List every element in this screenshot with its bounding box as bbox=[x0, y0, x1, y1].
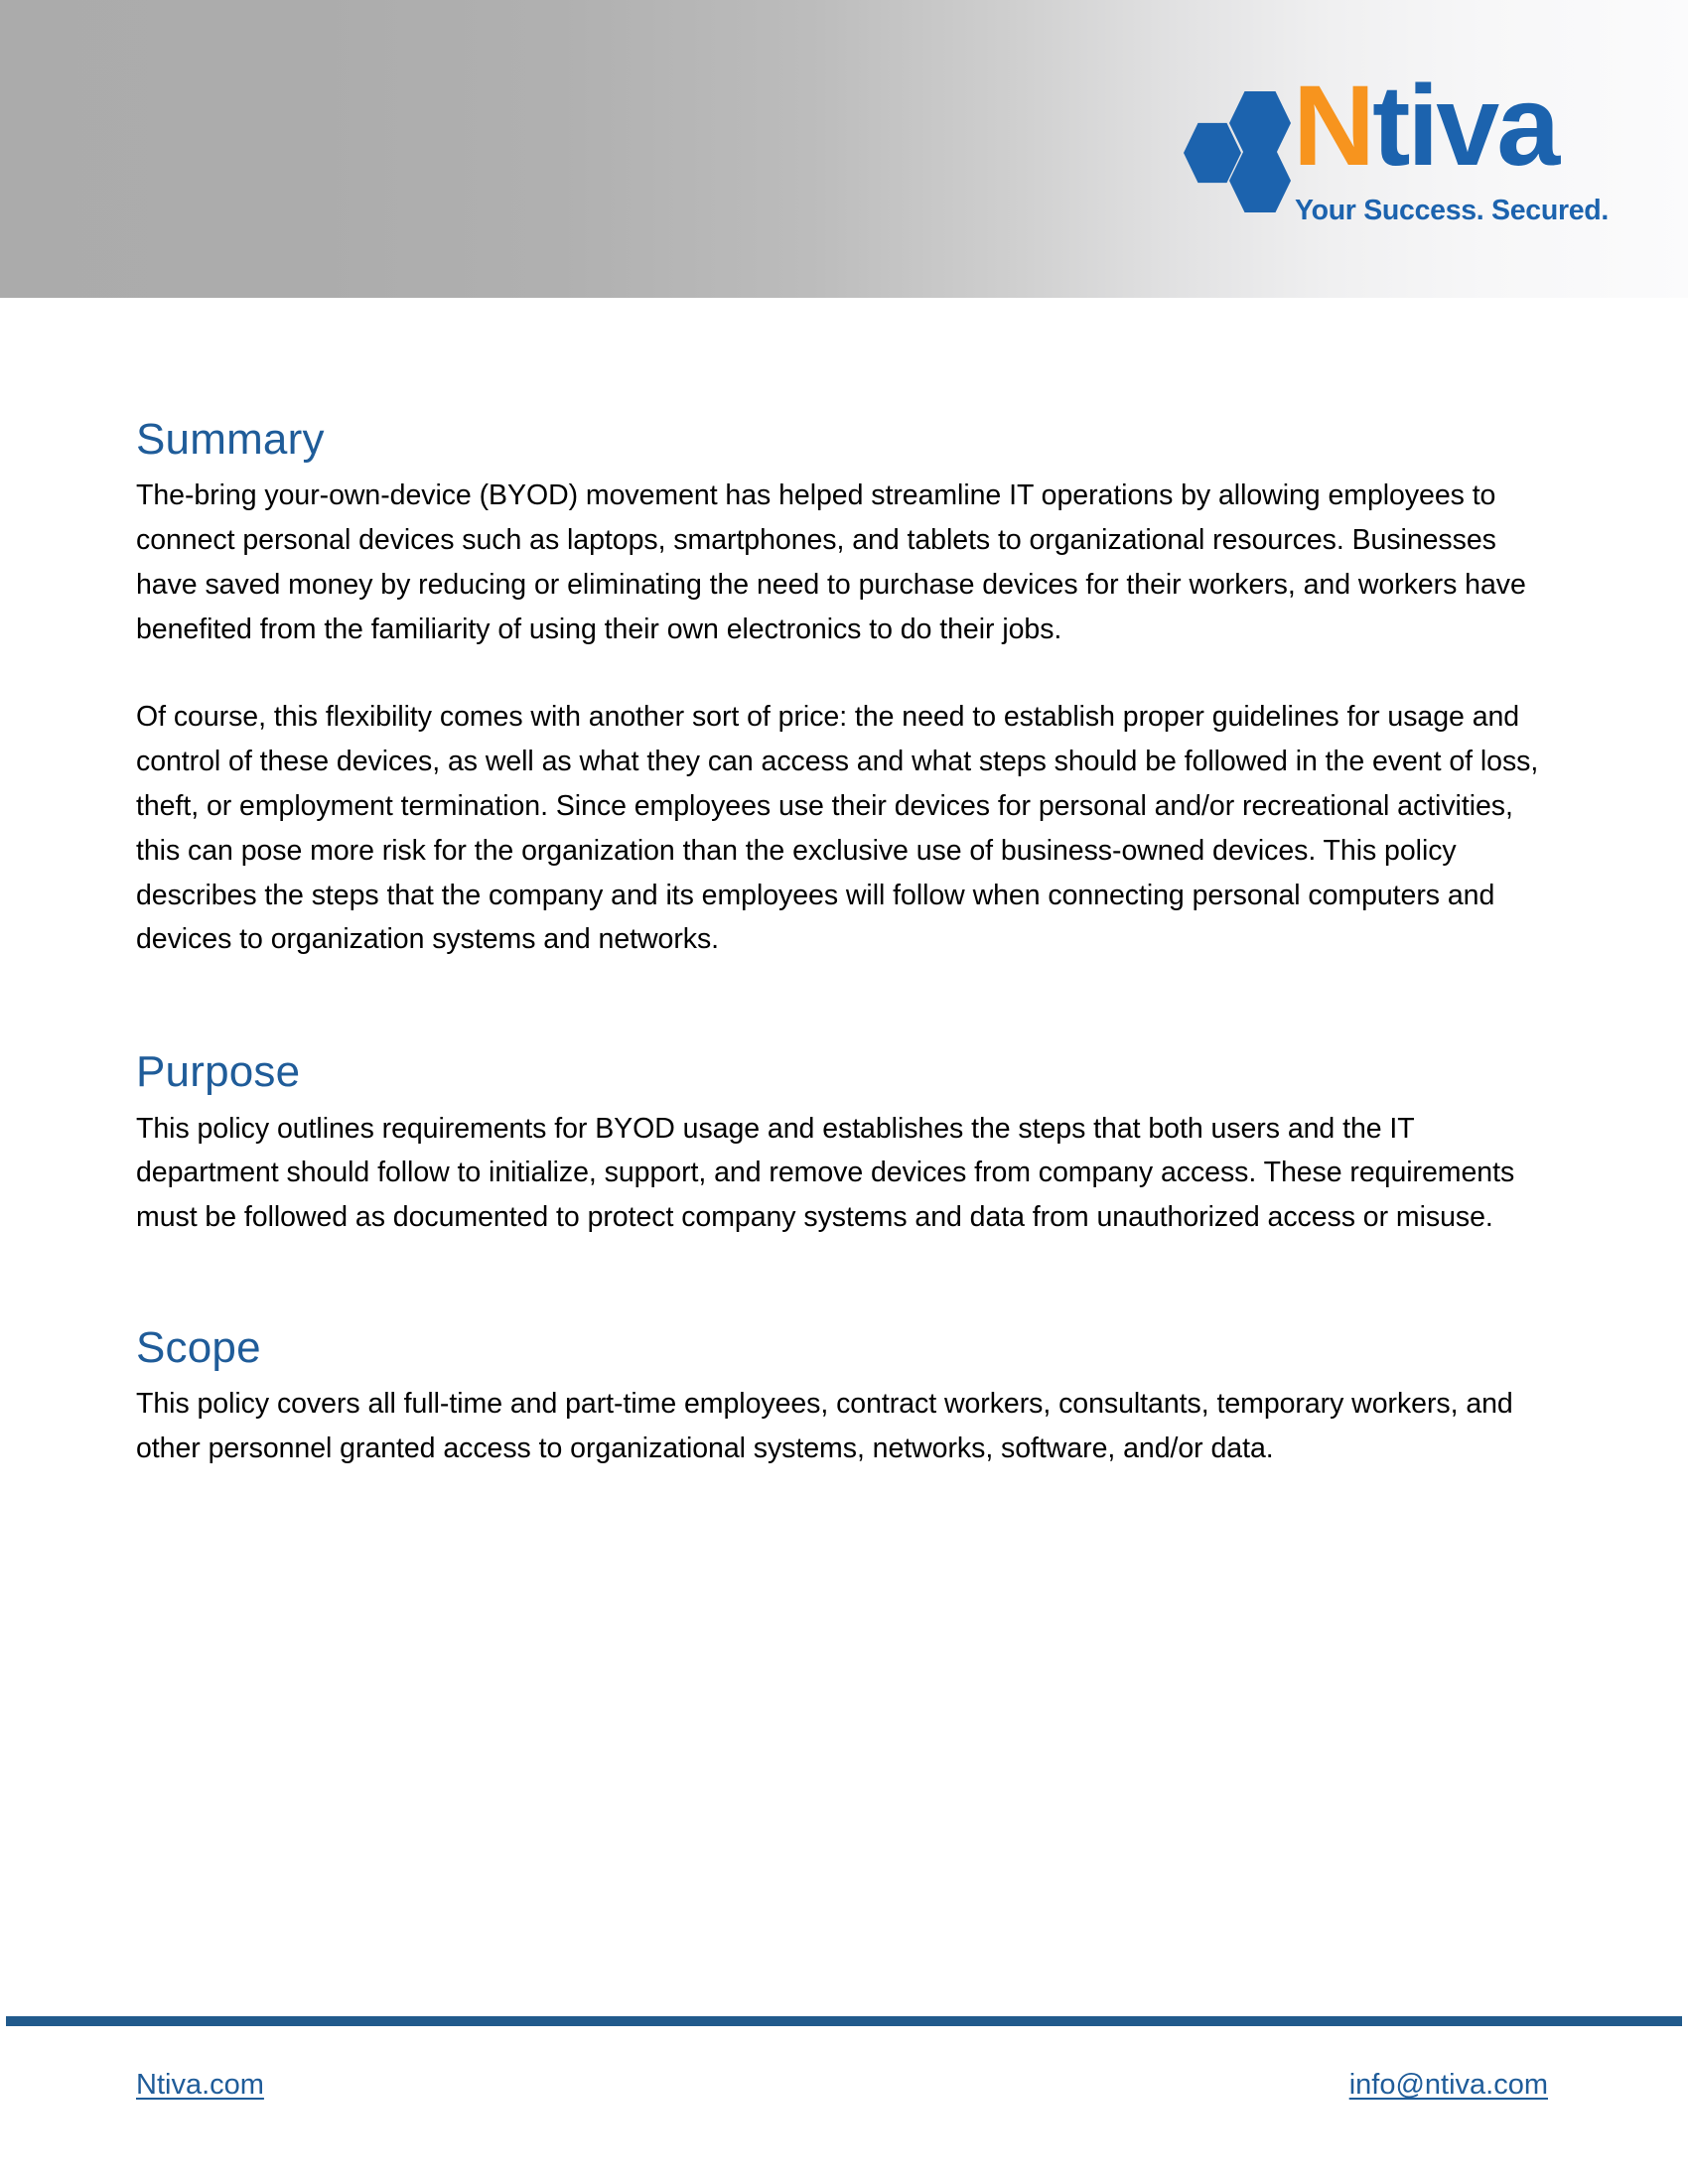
section-spacer bbox=[136, 962, 1556, 1047]
heading-summary: Summary bbox=[136, 415, 325, 464]
footer bbox=[136, 2069, 1548, 2102]
footer-divider bbox=[6, 2016, 1682, 2026]
footer-email-link[interactable]: info@ntiva.com bbox=[1348, 2069, 1548, 2101]
logo-tagline: Your Success. Secured. bbox=[1295, 195, 1610, 226]
logo-letters-tiva: tiva bbox=[1372, 63, 1558, 190]
logo-letter-n: N bbox=[1293, 63, 1373, 190]
document-body bbox=[136, 415, 1556, 1471]
summary-paragraph-1: The-bring your-own-device (BYOD) movement has helped streamline IT operations by allowing employees to connect personal devices such as laptops, smartphones, and tablets to organizational resources. Businesses have saved money by reducing or eliminating the need to purchase devices for their workers, and workers have benefited from the familiarity of using their own electronics to do their jobs. bbox=[136, 479, 1526, 645]
heading-purpose: Purpose bbox=[136, 1047, 301, 1097]
section-spacer bbox=[136, 1240, 1556, 1323]
footer-website-link[interactable]: Ntiva.com bbox=[136, 2069, 264, 2101]
summary-paragraph-2: Of course, this flexibility comes with another sort of price: the need to establish proper guidelines for usage and control of these devices, as well as what they can access and what steps should be followed in the event of loss, theft, or employment termination. Since employees use their devices for personal and/or recreational activities, this can pose more risk for the organization than the exclusive use of business-owned devices. This policy describes the steps that the company and its employees will follow when connecting personal computers and devices to organization systems and networks. bbox=[136, 701, 1539, 956]
section-scope bbox=[136, 1323, 1556, 1471]
section-summary bbox=[136, 415, 1556, 962]
section-purpose bbox=[136, 1047, 1556, 1240]
scope-paragraph-1: This policy covers all full-time and part-time employees, contract workers, consultants, temporary workers, and other personnel granted access to organizational systems, networks, software, and/or data. bbox=[136, 1388, 1513, 1464]
heading-scope: Scope bbox=[136, 1322, 261, 1372]
purpose-paragraph-1: This policy outlines requirements for BYOD usage and establishes the steps that both users and the IT department should follow to initialize, support, and remove devices from company access. These requirements must be followed as documented to protect company systems and data from unauthorized access or misuse. bbox=[136, 1112, 1515, 1234]
paragraph-spacer bbox=[136, 651, 1556, 695]
ntiva-logo bbox=[1184, 63, 1611, 231]
hexagon-cluster-icon bbox=[1184, 87, 1303, 192]
logo-wordmark bbox=[1293, 63, 1558, 190]
hexagon-top-right-icon bbox=[1229, 89, 1291, 157]
